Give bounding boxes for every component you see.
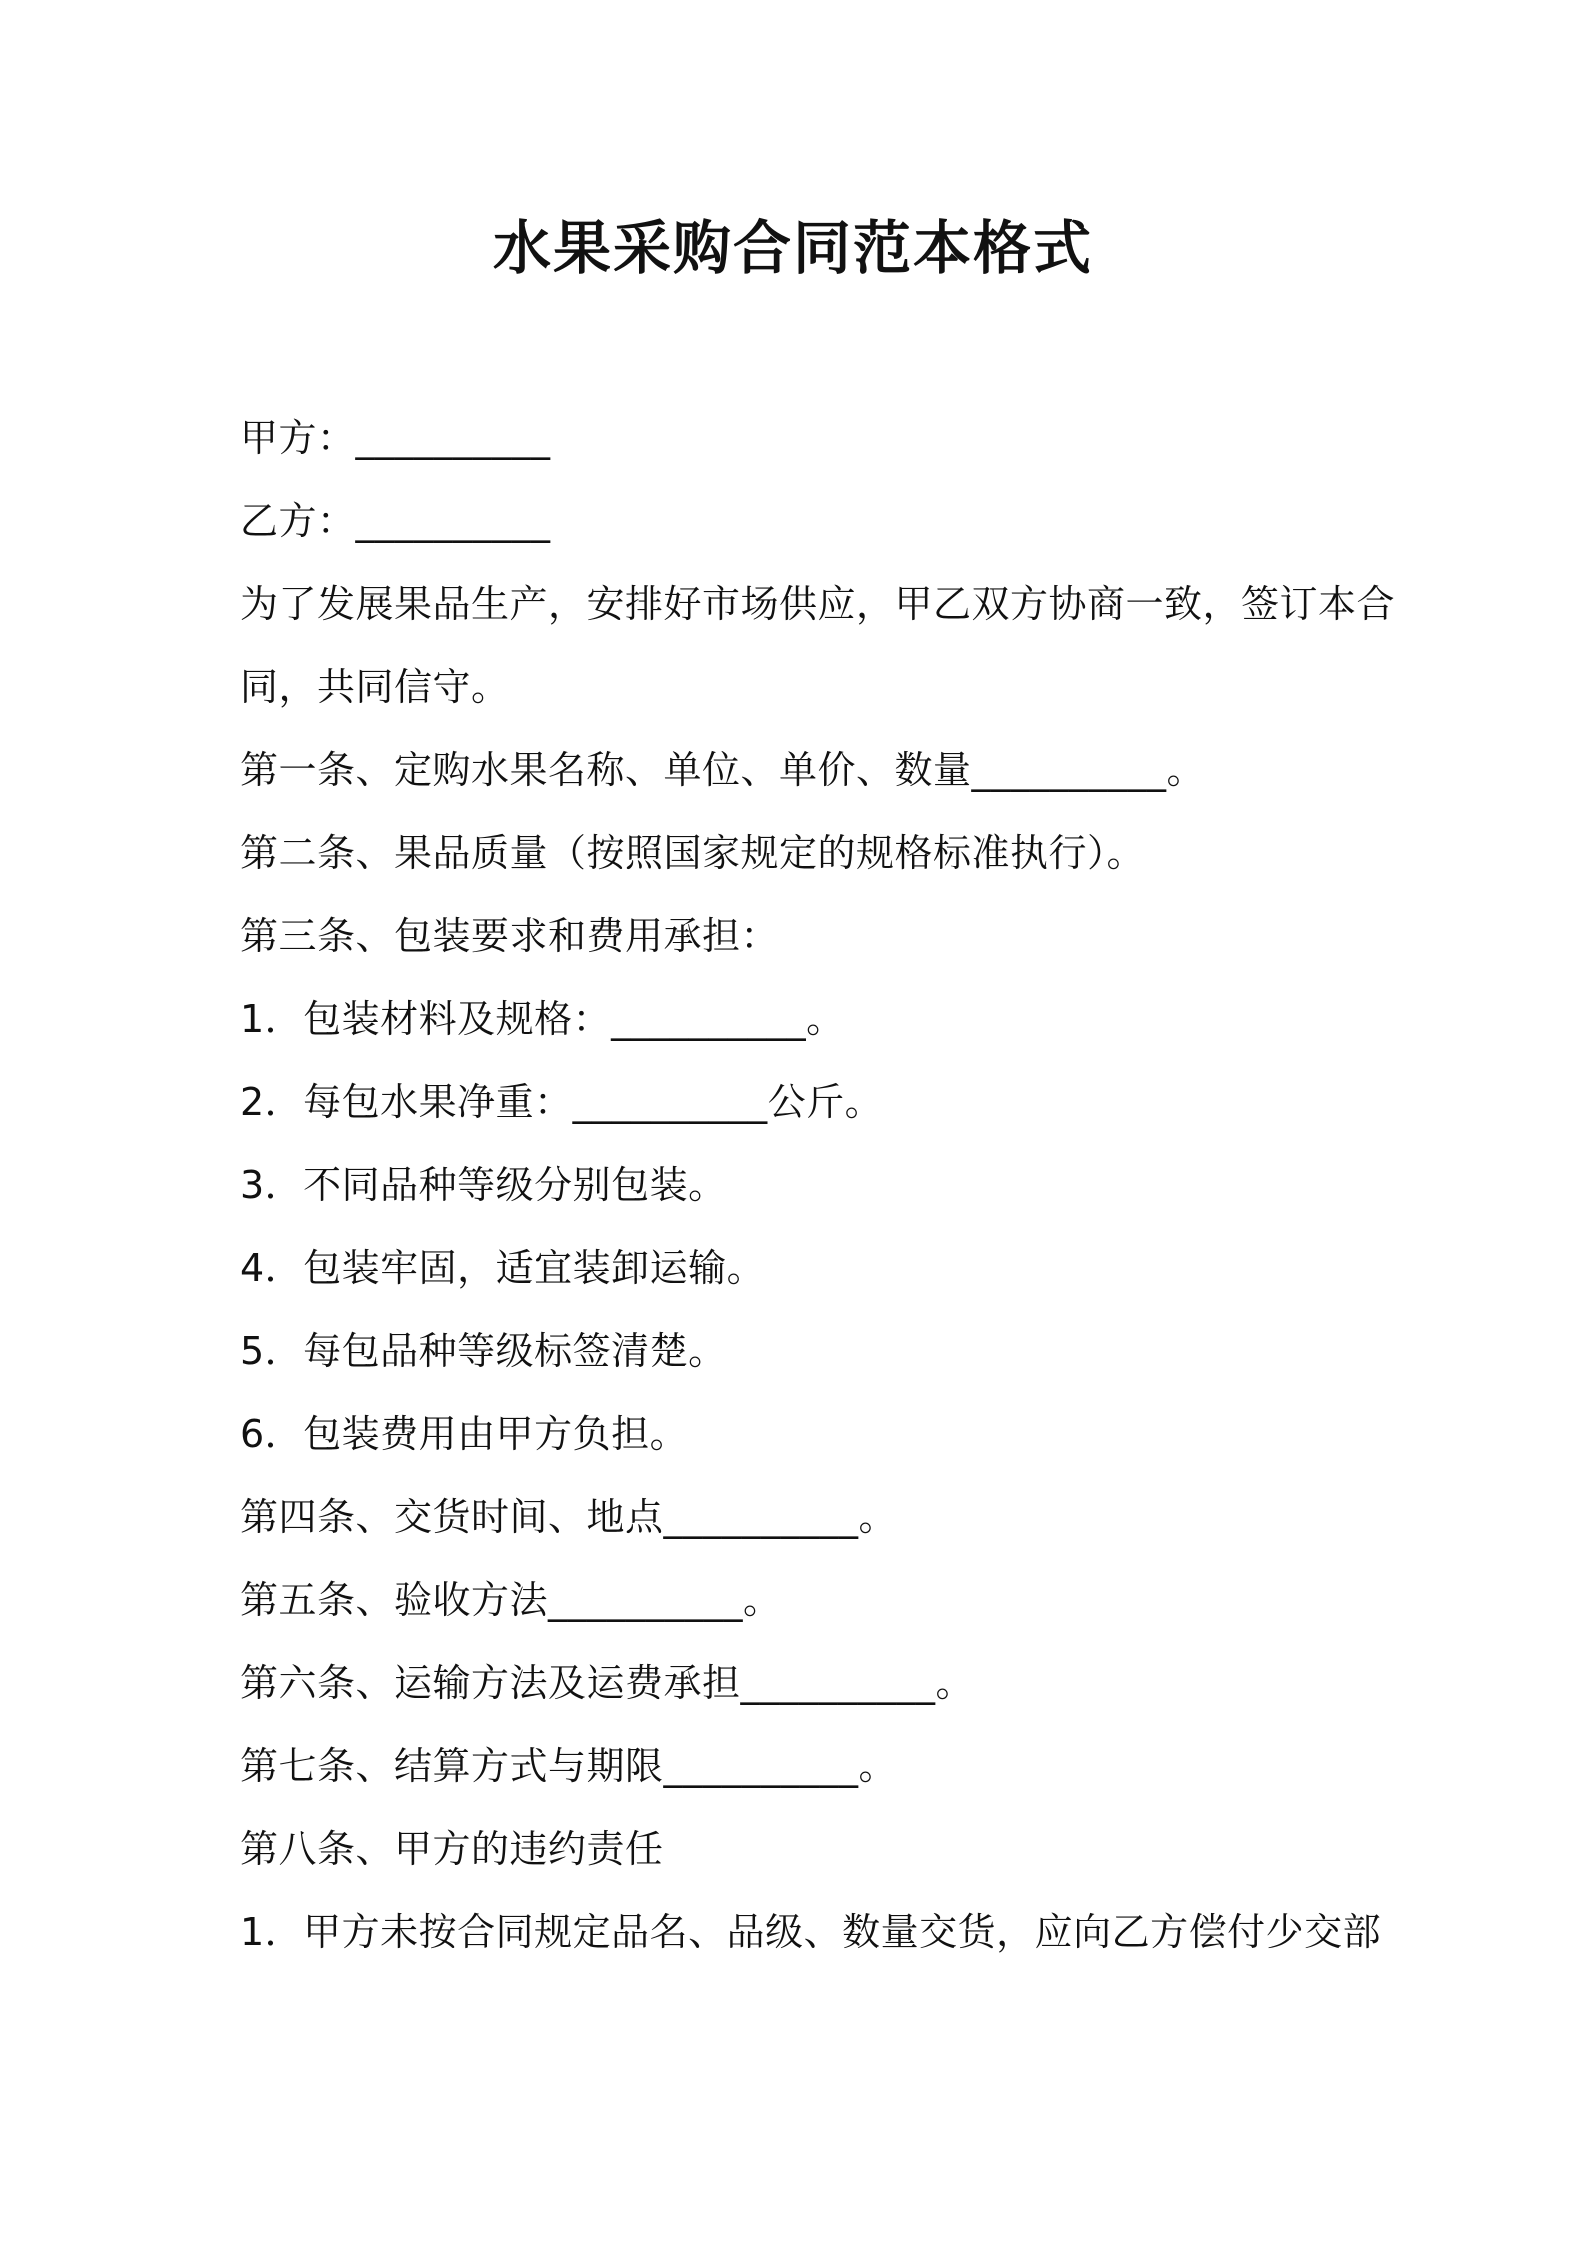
article-3-item-4: 4．包装牢固，适宜装卸运输。 (240, 1246, 766, 1290)
party-b-line: 乙方：__________ (240, 499, 551, 543)
article-4: 第四条、交货时间、地点__________。 (240, 1495, 898, 1539)
article-3-item-1: 1．包装材料及规格：__________。 (240, 997, 845, 1041)
article-2: 第二条、果品质量（按照国家规定的规格标准执行）。 (240, 831, 1146, 875)
document-title: 水果采购合同范本格式 (492, 214, 1093, 282)
article-7: 第七条、结算方式与期限__________。 (240, 1744, 898, 1788)
article-8: 第八条、甲方的违约责任 (240, 1827, 664, 1871)
preamble-line-1: 为了发展果品生产，安排好市场供应，甲乙双方协商一致，签订本合 (240, 582, 1396, 626)
article-1: 第一条、定购水果名称、单位、单价、数量__________。 (240, 748, 1206, 792)
article-3-item-6: 6．包装费用由甲方负担。 (240, 1412, 689, 1456)
article-5: 第五条、验收方法__________。 (240, 1578, 782, 1622)
article-3-item-3: 3．不同品种等级分别包装。 (240, 1163, 727, 1207)
article-8-item-1: 1．甲方未按合同规定品名、品级、数量交货，应向乙方偿付少交部 (240, 1910, 1382, 1954)
preamble-line-2: 同，共同信守。 (240, 665, 510, 709)
article-3-item-5: 5．每包品种等级标签清楚。 (240, 1329, 727, 1373)
article-3: 第三条、包装要求和费用承担： (240, 914, 780, 958)
article-3-item-2: 2．每包水果净重：__________公斤。 (240, 1080, 884, 1124)
contract-body (240, 397, 1396, 1974)
party-a-line: 甲方：__________ (240, 416, 551, 460)
article-6: 第六条、运输方法及运费承担__________。 (240, 1661, 975, 1705)
